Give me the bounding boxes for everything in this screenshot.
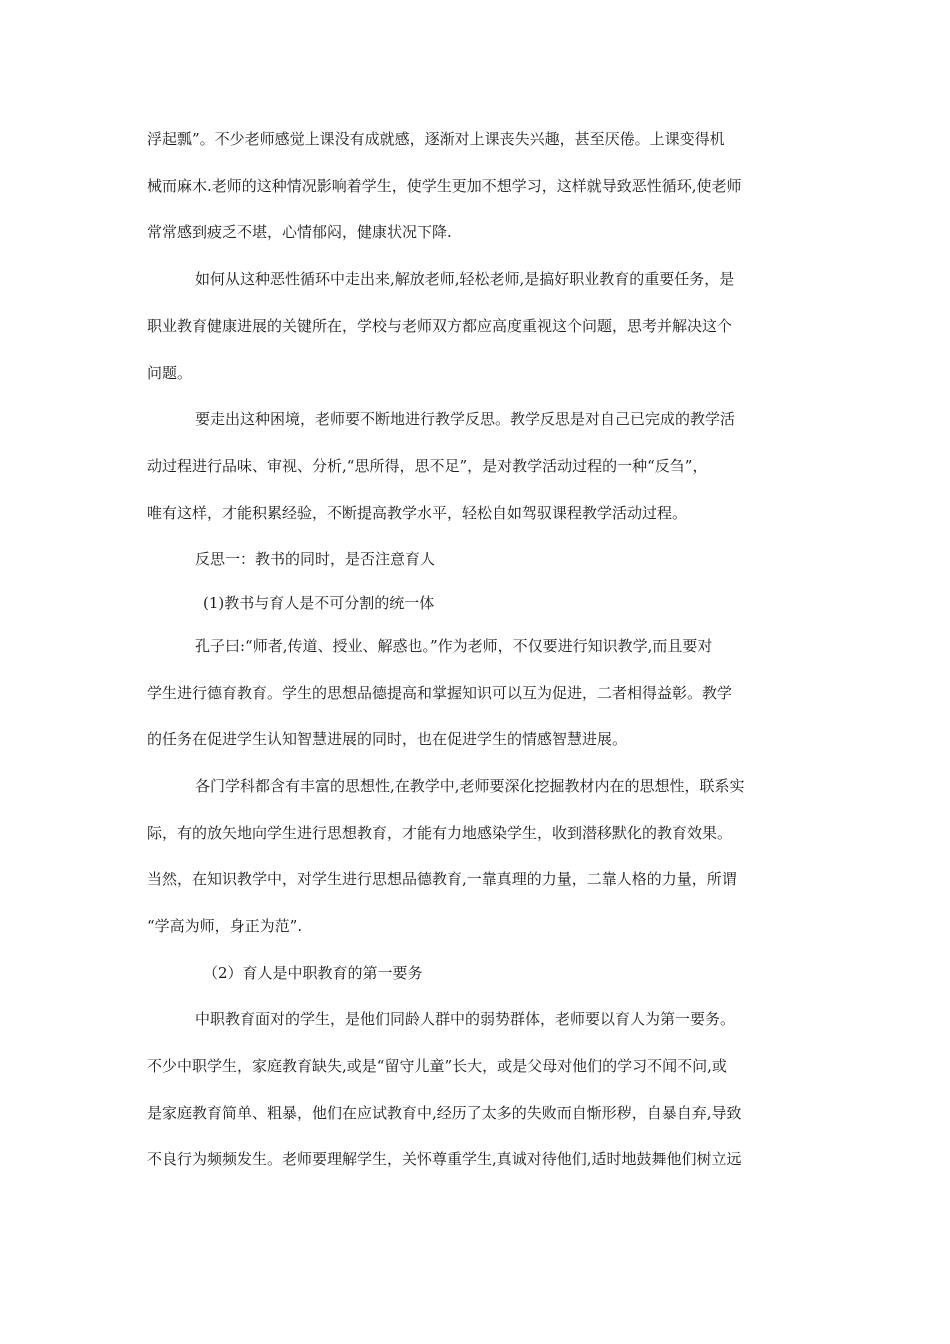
text-line: 械而麻木.老师的这种情况影响着学生，使学生更加不想学习，这样就导致恶性循环,使老师 (147, 177, 742, 195)
text-line: 当然，在知识教学中，对学生进行思想品德教育,一靠真理的力量，二靠人格的力量，所谓 (147, 870, 737, 888)
text-line: 浮起瓢”。不少老师感觉上课没有成就感，逐渐对上课丧失兴趣，甚至厌倦。上课变得机 (147, 130, 725, 148)
subsection-heading: (1)教书与育人是不可分割的统一体 (203, 594, 435, 612)
paragraph-first-line: 要走出这种困境，老师要不断地进行教学反思。教学反思是对自己已完成的教学活 (195, 410, 736, 428)
text-line: 不良行为频频发生。老师要理解学生，关怀尊重学生,真诚对待他们,适时地鼓舞他们树立远 (147, 1150, 742, 1168)
text-line: 不少中职学生，家庭教育缺失,或是“留守儿童”长大，或是父母对他们的学习不闻不问,或 (147, 1057, 727, 1075)
paragraph-first-line: 如何从这种恶性循环中走出来,解放老师,轻松老师,是搞好职业教育的重要任务，是 (195, 270, 735, 288)
text-line: 动过程进行品味、审视、分析,“思所得，思不足”，是对教学活动过程的一种“反刍”， (147, 457, 708, 475)
text-line: 学生进行德育教育。学生的思想品德提高和掌握知识可以互为促进，二者相得益彰。教学 (147, 684, 733, 702)
text-line: 是家庭教育简单、粗暴，他们在应试教育中,经历了太多的失败而自惭形秽，自暴自弃,导致 (147, 1104, 742, 1122)
subsection-heading: （2）育人是中职教育的第一要务 (203, 964, 423, 982)
paragraph-first-line: 孔子曰:“师者,传道、授业、解惑也。”作为老师，不仅要进行知识教学,而且要对 (195, 637, 713, 655)
text-line: “学高为师，身正为范”. (147, 917, 303, 935)
paragraph-first-line: 中职教育面对的学生，是他们同龄人群中的弱势群体，老师要以育人为第一要务。 (195, 1010, 736, 1028)
text-line: 常常感到疲乏不堪，心情郁闷，健康状况下降. (147, 223, 452, 241)
text-line: 的任务在促进学生认知智慧进展的同时，也在促进学生的情感智慧进展。 (147, 730, 628, 748)
text-line: 职业教育健康进展的关键所在，学校与老师双方都应高度重视这个问题，思考并解决这个 (147, 317, 733, 335)
section-heading: 反思一：教书的同时，是否注意育人 (195, 550, 436, 568)
text-line: 际，有的放矢地向学生进行思想教育，才能有力地感染学生，收到潜移默化的教育效果。 (147, 824, 733, 842)
text-line: 问题。 (147, 364, 193, 382)
paragraph-first-line: 各门学科都含有丰富的思想性,在教学中,老师要深化挖掘教材内在的思想性，联系实 (195, 777, 745, 795)
text-line: 唯有这样，才能积累经验，不断提高教学水平，轻松自如驾驭课程教学活动过程。 (147, 504, 688, 522)
